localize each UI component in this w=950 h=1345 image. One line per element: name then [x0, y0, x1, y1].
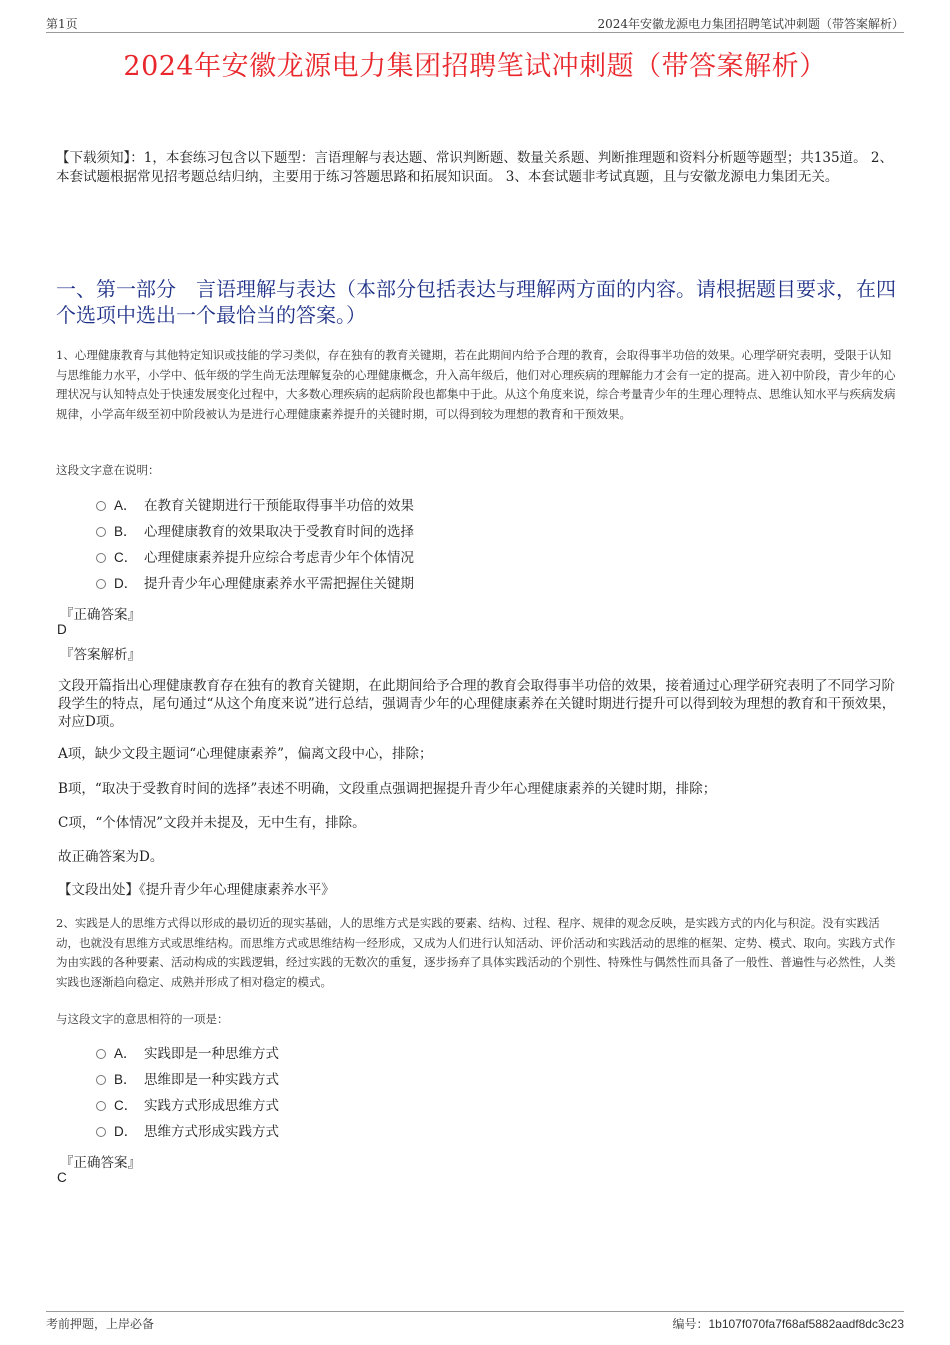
- radio-icon[interactable]: [96, 501, 106, 511]
- question-2-prompt: 与这段文字的意思相符的一项是：: [56, 1012, 229, 1026]
- footer-slogan: 考前押题，上岸必备: [46, 1317, 155, 1331]
- page-number: 第1页: [46, 17, 78, 31]
- radio-icon[interactable]: [96, 579, 106, 589]
- question-2-option-c[interactable]: C． 实践方式形成思维方式: [96, 1096, 279, 1116]
- section-title: 一、第一部分 言语理解与表达（本部分包括表达与理解两方面的内容。请根据题目要求，在四个选项中选出一个最恰当的答案。）: [56, 277, 896, 327]
- question-2-option-a[interactable]: A． 实践即是一种思维方式: [96, 1044, 279, 1064]
- question-1-analysis-a: A项，缺少文段主题词“心理健康素养”，偏离文段中心，排除；: [58, 746, 433, 762]
- radio-icon[interactable]: [96, 1075, 106, 1085]
- question-2-option-d[interactable]: D． 思维方式形成实践方式: [96, 1122, 279, 1142]
- question-1-analysis-b: B项，“取决于受教育时间的选择”表述不明确，文段重点强调把握提升青少年心理健康素养的关键时期，排除；: [58, 781, 717, 797]
- download-notice: 【下载须知】：1，本套练习包含以下题型：言语理解与表达题、常识判断题、数量关系题、判断推理题和资料分析题等题型；共135道。 2、本套试题根据常见招考题总结归纳，主要用于练习答题思路和拓展知识面。 3、本套试题非考试真题，且与安徽龙源电力集团无关。: [56, 150, 893, 185]
- question-1-analysis-label: 『答案解析』: [60, 647, 141, 663]
- document-code: 编号：1b107f070fa7f68af5882aadf8dc3c23: [672, 1317, 904, 1331]
- question-1-option-b[interactable]: B． 心理健康教育的效果取决于受教育时间的选择: [96, 522, 414, 542]
- question-1-prompt: 这段文字意在说明：: [56, 463, 160, 477]
- header-doc-title: 2024年安徽龙源电力集团招聘笔试冲刺题（带答案解析）: [597, 17, 904, 31]
- question-1-conclusion: 故正确答案为D。: [58, 849, 164, 865]
- question-1-analysis-summary: 文段开篇指出心理健康教育存在独有的教育关键期，在此期间给予合理的教育会取得事半功倍的效果，接着通过心理学研究表明了不同学习阶段学生的特点，尾句通过“从这个角度来说”进行总结，强调青少年的心理健康素养在关键时期进行提升可以得到较为理想的教育和干预效果，对应D项。: [58, 678, 896, 730]
- question-1-answer: D: [57, 622, 67, 637]
- question-1-answer-label: 『正确答案』: [60, 607, 141, 623]
- question-2-answer-label: 『正确答案』: [60, 1155, 141, 1171]
- page-title: 2024年安徽龙源电力集团招聘笔试冲刺题（带答案解析）: [123, 51, 827, 82]
- question-1-option-d[interactable]: D． 提升青少年心理健康素养水平需把握住关键期: [96, 574, 414, 594]
- radio-icon[interactable]: [96, 1049, 106, 1059]
- radio-icon[interactable]: [96, 1101, 106, 1111]
- question-2-stem: 2、实践是人的思维方式得以形成的最切近的现实基础，人的思维方式是实践的要素、结构、过程、程序、规律的观念反映，是实践方式的内化与积淀。没有实践活动，也就没有思维方式或思维结构。而思维方式或思维结构一经形成，又成为人们进行认知活动、评价活动和实践活动的思维的框架、定势、模式、取向。实践方式作为由实践的各种要素、活动构成的实践逻辑，经过实践的无数次的重复，逐步扬弃了具体实践活动的个别性、特殊性与偶然性而具备了一般性、普遍性与必然性，人类实践也逐渐趋向稳定、成熟并形成了相对稳定的模式。: [56, 916, 896, 989]
- radio-icon[interactable]: [96, 553, 106, 563]
- page-footer: [46, 1311, 904, 1334]
- question-1-option-a[interactable]: A． 在教育关键期进行干预能取得事半功倍的效果: [96, 496, 414, 516]
- question-1-source: 【文段出处】《提升青少年心理健康素养水平》: [58, 882, 335, 898]
- question-1-stem: 1、心理健康教育与其他特定知识或技能的学习类似，存在独有的教育关键期，若在此期间内给予合理的教育，会取得事半功倍的效果。心理学研究表明，受限于认知与思维能力水平，小学中、低年级的学生尚无法理解复杂的心理健康概念，升入高年级后，他们对心理疾病的理解能力才会有一定的提高。进入初中阶段，青少年的心理状况与认知特点处于快速发展变化过程中，大多数心理疾病的起病阶段也都集中于此。从这个角度来说，综合考量青少年的生理心理特点、思维认知水平与疾病发病规律，小学高年级至初中阶段被认为是进行心理健康素养提升的关键时期，可以得到较为理想的教育和干预效果。: [56, 348, 896, 421]
- question-1-option-c[interactable]: C． 心理健康素养提升应综合考虑青少年个体情况: [96, 548, 414, 568]
- radio-icon[interactable]: [96, 527, 106, 537]
- question-2-option-b[interactable]: B． 思维即是一种实践方式: [96, 1070, 279, 1090]
- question-1-analysis-c: C项，“个体情况”文段并未提及，无中生有，排除。: [58, 815, 366, 831]
- radio-icon[interactable]: [96, 1127, 106, 1137]
- page-header: [46, 14, 904, 33]
- question-2-answer: C: [57, 1170, 67, 1185]
